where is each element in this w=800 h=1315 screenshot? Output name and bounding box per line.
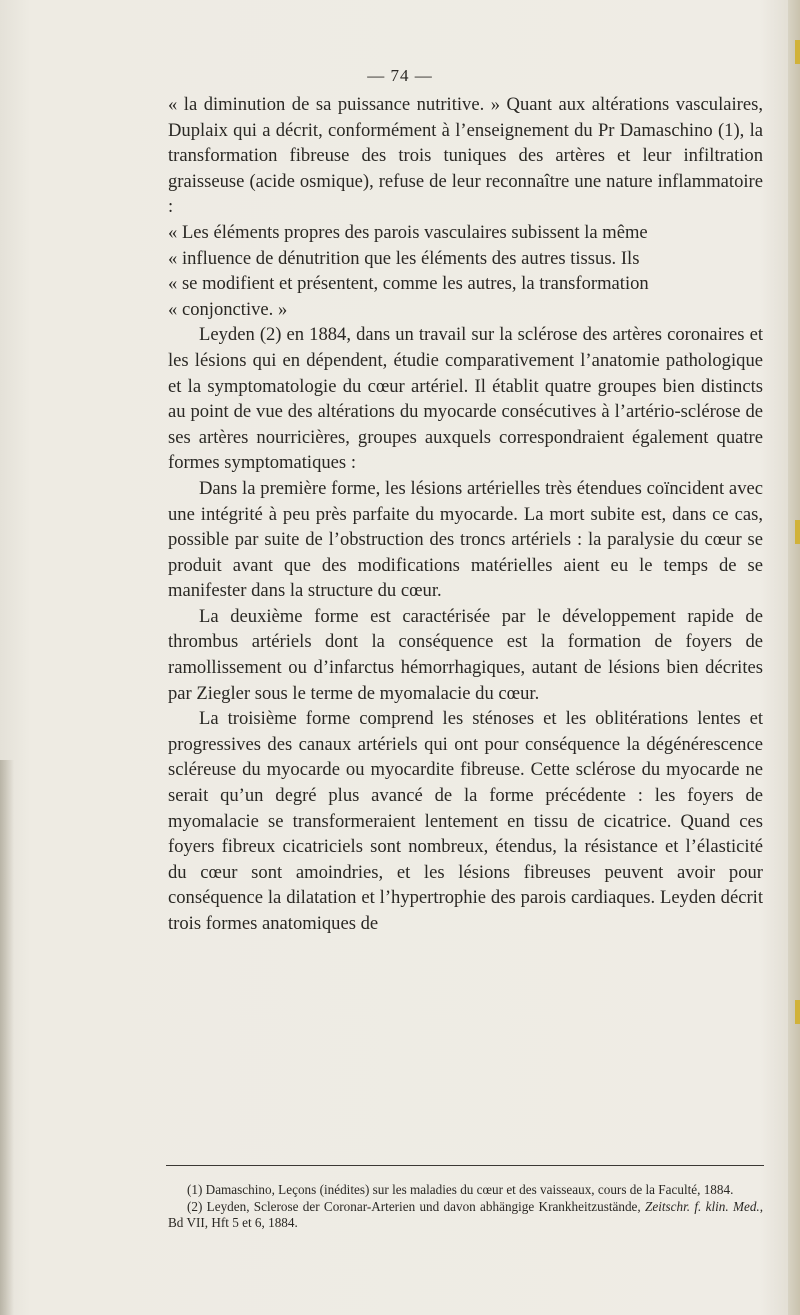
footnote-2-text: (2) Leyden, Sclerose der Coronar-Arterien und davon abhängige Krankheitzustände, <box>187 1198 641 1214</box>
paragraph-second-form: La deuxième forme est caractérisée par le développement rapide de thrombus artériels dont la conséquence est la formation de foyers de ramollissement ou d’infarctus hémorrhagiques, autant de lésions bien décrites par Ziegler sous le terme de myomalacie du cœur. <box>168 605 763 704</box>
page-number: — 74 — <box>367 66 433 85</box>
footnote-1: (1) Damaschino, Leçons (inédites) sur les maladies du cœur et des vaisseaux, cours de la Faculté, 1884. <box>187 1182 734 1197</box>
binding-shadow <box>0 760 14 1315</box>
footnote-2-details: , Bd VII, Hft 5 et 6, 1884. <box>168 1198 764 1231</box>
edge-marker <box>795 1000 800 1024</box>
body-text <box>168 92 763 937</box>
footnote-2 <box>168 1199 763 1232</box>
quote-line: « se modifient et présentent, comme les autres, la transformation <box>168 273 649 295</box>
quote-line: « Les éléments propres des parois vasculaires subissent la même <box>168 221 648 243</box>
edge-marker <box>795 40 800 64</box>
page-edge <box>788 0 800 1315</box>
quote-line: « influence de dénutrition que les éléments des autres tissus. Ils <box>168 247 640 269</box>
paragraph-third-form: La troisième forme comprend les sténoses et les oblitérations lentes et progressives des canaux artériels qui ont pour conséquence la dégénérescence scléreuse du myocarde ou myocardite fibreuse. Cette sclérose du myocarde ne serait qu’un degré plus avancé de la forme précédente : les foyers de myomalacie se transformeraient lentement en tissu de cicatrice. Quand ces foyers fibreux cicatriciels sont nombreux, étendus, la résistance et l’élasticité du cœur sont amoindries, et les lésions fibreuses peuvent avoir pour conséquence la dilatation et l’hypertrophie des parois cardiaques. Leyden décrit trois formes anatomiques de <box>168 708 763 934</box>
paragraph-first-form: Dans la première forme, les lésions artérielles très étendues coïncident avec une intégrité à peu près parfaite du myocarde. La mort subite est, dans ce cas, possible par suite de l’obstruction des troncs artériels : la paralysie du cœur se produit avant que des modifications matérielles aient eu le temps de se manifester dans la structure du cœur. <box>168 477 763 602</box>
footnotes <box>168 1182 763 1232</box>
quote-line: « conjonctive. » <box>168 298 288 320</box>
footnote-divider <box>166 1165 764 1166</box>
footnote-2-journal: Zeitschr. f. klin. Med. <box>645 1198 760 1214</box>
paragraph-quote-intro: « la diminution de sa puissance nutritive. » Quant aux altérations vasculaires, Duplaix qui a décrit, conformément à l’enseignement du Pr Damaschino (1), la transformation fibreuse des trois tuniques des artères et leur infiltration graisseuse (acide osmique), refuse de leur reconnaître une nature inflammatoire : <box>168 94 763 218</box>
paragraph-leyden: Leyden (2) en 1884, dans un travail sur la sclérose des artères coronaires et les lésions qui en dépendent, étudie comparativement l’anatomie pathologique et la symptomatologie du cœur artériel. Il établit quatre groupes bien distincts au point de vue des altérations du myocarde consécutives à l’artério-sclérose de ses artères nourricières, groupes auxquels correspondraient également quatre formes symptomatiques : <box>168 324 763 474</box>
edge-marker <box>795 520 800 544</box>
